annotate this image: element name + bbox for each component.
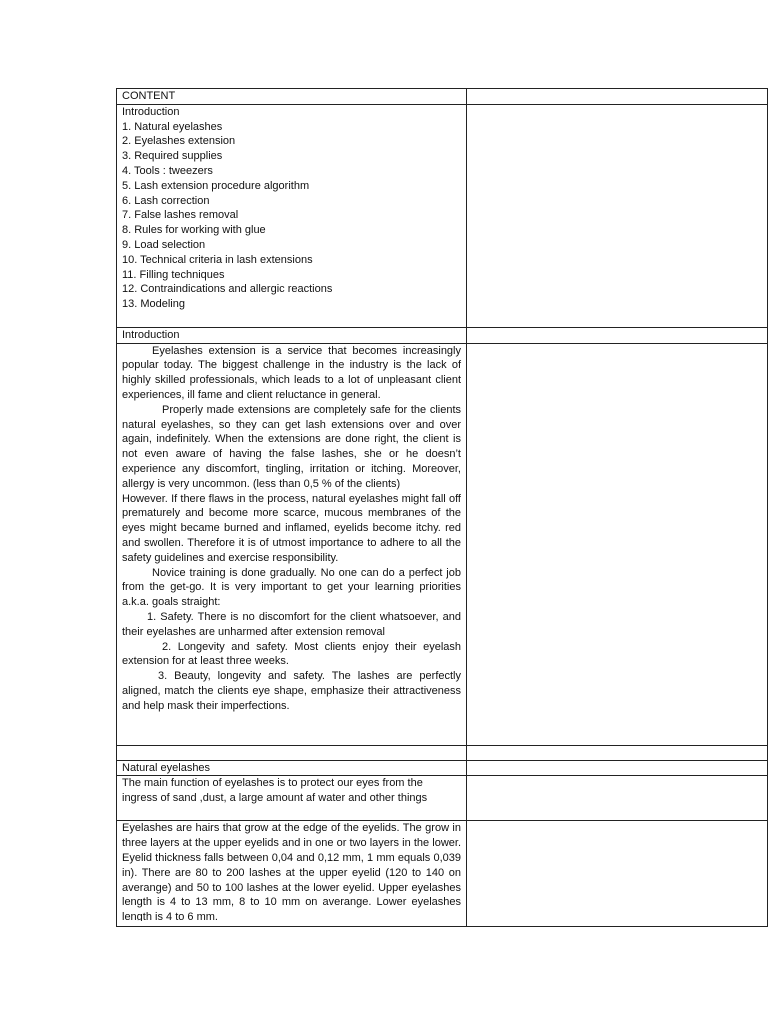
goal-item-1: 1. Safety. There is no discomfort for the client whatsoever, and their eyelashes are unharmed after extension removal — [122, 610, 461, 638]
introduction-body — [117, 343, 467, 745]
document-table — [116, 88, 768, 927]
empty-cell — [467, 89, 768, 105]
toc-item: 6. Lash correction — [122, 194, 210, 207]
table-row — [117, 343, 768, 745]
empty-cell — [467, 327, 768, 343]
toc-item: 4. Tools : tweezers — [122, 164, 213, 177]
empty-cell — [467, 343, 768, 745]
toc-item: Introduction — [122, 105, 180, 118]
introduction-heading: Introduction — [117, 327, 467, 343]
natural-heading: Natural eyelashes — [117, 760, 467, 776]
table-row — [117, 776, 768, 821]
empty-cell — [117, 745, 467, 760]
toc-item: 9. Load selection — [122, 238, 206, 251]
toc-item: 2. Eyelashes extension — [122, 135, 236, 148]
table-row — [117, 327, 768, 343]
toc-item: 13. Modeling — [122, 298, 185, 311]
empty-cell — [467, 104, 768, 327]
empty-cell — [467, 760, 768, 776]
table-row — [117, 89, 768, 105]
natural-body — [117, 821, 467, 927]
table-row — [117, 745, 768, 760]
toc-item: 7. False lashes removal — [122, 209, 239, 222]
empty-cell — [467, 745, 768, 760]
natural-paragraph-2: Eyelashes are hairs that grow at the edge of the eyelids. The grow in three layers at the upper eyelids and in one or two layers in the lower. Eyelid thickness falls between 0,04 and 0,12 mm, 1 mm equals 0,039 in). There are 80 to 200 lashes at the upper eyelid (120 to 140 on averange) and 50 to 100 lashes at the lower eyelid. Upper eyelashes length is 4 to 13 mm, 8 to 10 mm on averange. Lower eyelashes length is 4 to 6 mm. — [122, 822, 461, 922]
toc-item: 12. Contraindications and allergic reactions — [122, 283, 333, 296]
toc-item: 10. Technical criteria in lash extensions — [122, 253, 313, 266]
toc-item: 1. Natural eyelashes — [122, 120, 223, 133]
intro-paragraph-2: Properly made extensions are completely safe for the clients natural eyelashes, so they can get lash extensions over and over again, indefinitely. When the extensions are done right, the client is not even aware of having the false lashes, she or he doesn’t experience any discomfort, tingling, irritation or itching. Moreover, allergy is very uncommon. (less than 0,5 % of the clients) — [122, 403, 461, 490]
goal-item-3: 3. Beauty, longevity and safety. The lashes are perfectly aligned, match the clients eye shape, emphasize their attractiveness and help mask their imperfections. — [122, 670, 461, 712]
table-row — [117, 821, 768, 927]
natural-paragraph-2-clip — [122, 821, 461, 921]
toc-header: CONTENT — [117, 89, 467, 105]
goal-item-2: 2. Longevity and safety. Most clients enjoy their eyelash extension for at least three weeks. — [122, 640, 461, 668]
table-row — [117, 104, 768, 327]
intro-paragraph-3: However. If there flaws in the process, natural eyelashes might fall off prematurely and become more scarce, mucous membranes of the eyes might became burned and inflamed, eyelids become itchy. red and swollen. Therefore it is of utmost importance to adhere to all the safety guidelines and exercise responsibility. — [122, 492, 461, 564]
intro-paragraph-1: Eyelashes extension is a service that becomes increasingly popular today. The biggest challenge in the industry is the lack of highly skilled professionals, which leads to a lot of unpleasant client experiences, ill fame and client reluctance in general. — [122, 344, 461, 401]
empty-cell — [467, 776, 768, 821]
intro-paragraph-4: Novice training is done gradually. No one can do a perfect job from the get-go. It is very important to get your learning priorities a.k.a. goals straight: — [122, 566, 461, 609]
toc-item: 8. Rules for working with glue — [122, 224, 266, 237]
empty-cell — [467, 821, 768, 927]
table-row — [117, 760, 768, 776]
toc-item: 5. Lash extension procedure algorithm — [122, 179, 310, 192]
natural-paragraph-1: The main function of eyelashes is to protect our eyes from the ingress of sand ,dust, a large amount af water and other things — [117, 776, 467, 821]
toc-list — [117, 104, 467, 327]
toc-item: 11. Filling techniques — [122, 268, 225, 281]
toc-item: 3. Required supplies — [122, 150, 223, 163]
